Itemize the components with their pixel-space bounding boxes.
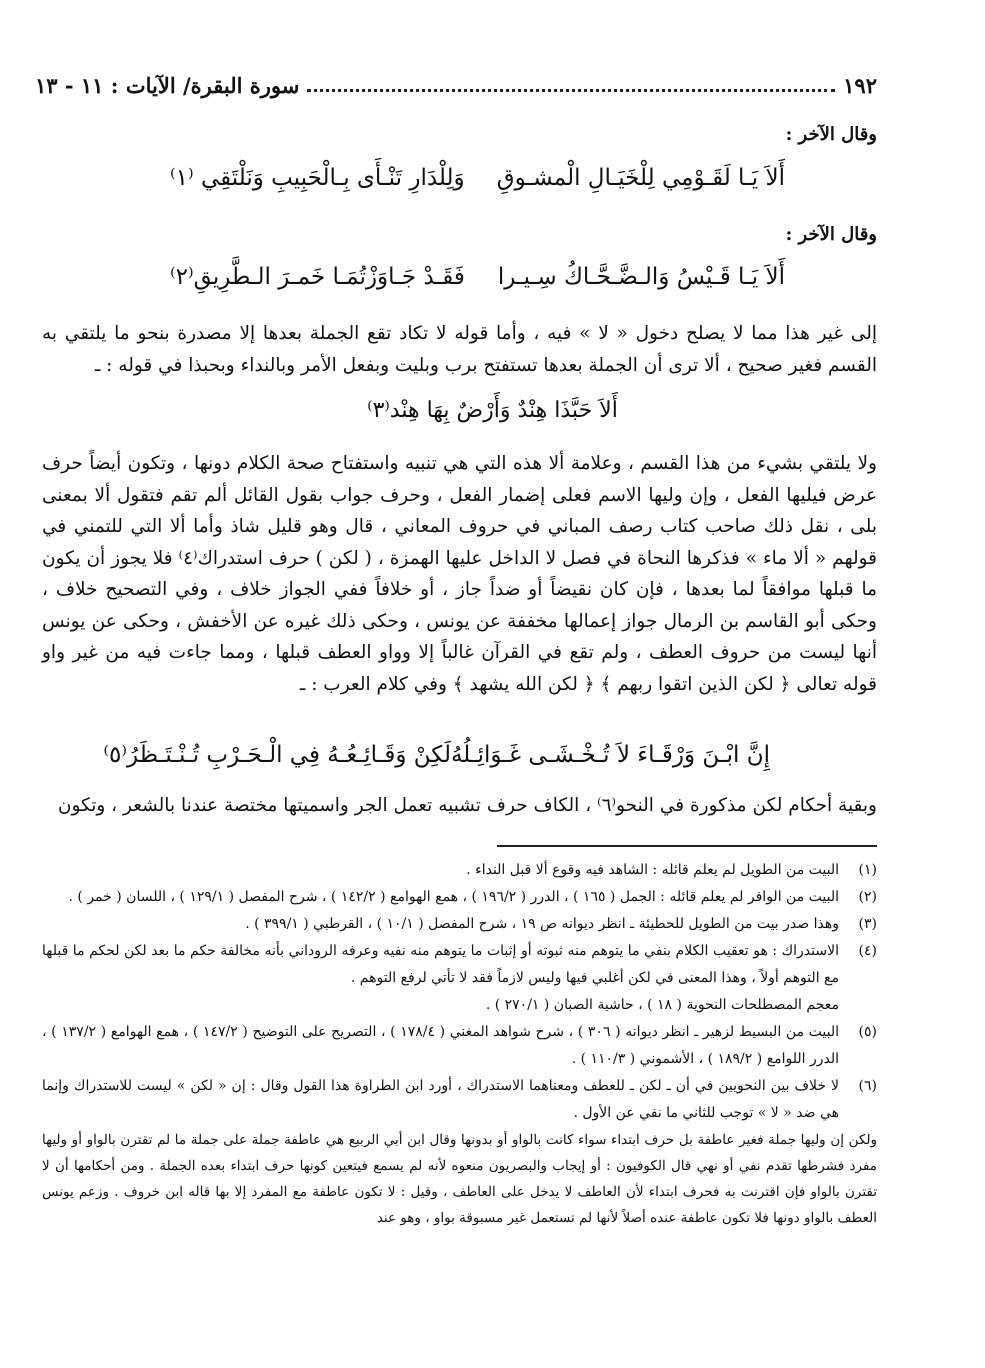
footnote-text: وهذا صدر بيت من الطويل للحطيئة ـ انظر ديوانه ص ١٩ ، شرح المفصل ( ١٠/١ ) ، القرطبي ( ٣٩٩/١ ) . bbox=[245, 916, 839, 932]
footnote-number: (٢) bbox=[858, 889, 877, 905]
footnote-4 bbox=[42, 938, 877, 992]
verse-4-first-hemistich: إِنَّ ابْـنَ وَرْقَـاءَ لاَ تُـخْـشَـى غَـوَائِـلُهُ bbox=[450, 742, 770, 768]
footnote-6-continuation: ولكن إن وليها جملة فغير عاطفة بل حرف ابتداء سواء كانت بالواو أو بدونها وقال ابن أبي الربيع هي عاطفة جملة على جملة ما لم تقترن بالواو أو وليها مفرد فشرطها تقدم نفي أو نهي قال الكوفيون : أو إيجاب والبصريون منعوه لأنه لم يسمع فيتعين كونها حرف ابتداء بعده الجملة . ومن أحكامها أن لا تقترن بالواو فإن اقترنت به فحرف ابتداء لأن العاطف لا يدخل على العاطف ، وقيل : لا تكون عاطفة مع المفرد إلا بها قاله ابن خروف . وزعم يونس العطف بالواو دونها فلا تكون عاطفة عنده أصلاً لأنها لم تستعمل غير مسبوقة بواو ، وهو عند bbox=[42, 1132, 877, 1226]
verse-2-second-hemistich: فَقَـدْ جَـاوَزْتُمَـا خَمـرَ الـطَّرِيقِ⁽٢⁾ bbox=[170, 264, 465, 290]
footnote-separator bbox=[497, 845, 877, 847]
footnote-text: لا خلاف بين النحويين في أن ـ لكن ـ للعطف ومعناهما الاستدراك ، أورد ابن الطراوة هذا القول وقال : إن « لكن » ليست للاستدراك وإنما هي ضد « لا » توجب للثاني ما نفي عن الأول . bbox=[42, 1078, 839, 1121]
quote-label-2: وقال الآخر : bbox=[785, 224, 877, 245]
verse-4-second-hemistich: لَكِنْ وَقَـائِـعُـهُ فِي الْـحَـرْبِ تُـنْـتَـظَرُ⁽٥⁾ bbox=[103, 742, 451, 768]
paragraph-3: وبقية أحكام لكن مذكورة في النحو⁽٦⁾ ، الكاف حرف تشبيه تعمل الجر واسميتها مختصة عندنا بالشعر ، وتكون bbox=[57, 795, 877, 816]
paragraph-2: ولا يلتقي بشيء من هذا القسم ، وعلامة ألا هذه التي هي تنبيه واستفتاح صحة الكلام دونها ، وتكون أيضاً حرف عرض فيليها الفعل ، وإن وليها الاسم فعلى إضمار الفعل ، وحرف جواب بقول القائل ألم تقم فتقول ألا بمعنى بلى ، نقل ذلك صاحب كتاب رصف المباني في حروف المعاني ، قال وهو قليل شاذ وأما ألا التي للتمني في قولهم « ألا ماء » فذكرها النحاة في فصل لا الداخل عليها الهمزة ، ( لكن ) حرف استدراك⁽٤⁾ فلا يجوز أن يكون ما قبلها موافقاً لما بعدها ، فإن كان نقيضاً أو ضداً جاز ، أو خلافاً ففي الجواز خلاف ، وفي التصحيح خلاف ، وحكى أبو القاسم بن الرمال جواز إعمالها مخففة عن يونس ، وحكى ذلك غيره عن الأخفش ، وحكى عن يونس أنها ليست من حروف العطف ، ولم تقع في القرآن غالباً إلا وواو العطف قبلها ، ومما جاءت فيه من غير واو قوله تعالى ﴿ لكن الذين اتقوا ربهم ﴾ ﴿ لكن الله يشهد ﴾ وفي كلام العرب : ـ bbox=[42, 453, 878, 695]
verse-3: أَلاَ حَبَّذَا هِنْدٌ وَأَرْضٌ بِهَا هِنْد⁽٣⁾ bbox=[367, 398, 618, 423]
footnote-text: البيت من الطويل لم يعلم قائله : الشاهد فيه وقوع ألا قبل النداء . bbox=[466, 862, 839, 878]
footnote-number: (٥) bbox=[858, 1024, 877, 1040]
page-header bbox=[35, 70, 877, 100]
footnote-6 bbox=[42, 1073, 877, 1127]
header-dot-leader bbox=[307, 79, 835, 92]
footnote-number: (١) bbox=[858, 862, 877, 878]
footnote-number: (٦) bbox=[858, 1078, 877, 1094]
quote-label-1: وقال الآخر : bbox=[785, 124, 877, 145]
verse-1 bbox=[170, 165, 785, 191]
footnote-4-continuation: معجم المصطلحات النحوية ( ١٨ ) ، حاشية الصبان ( ٢٧٠/١ ) . bbox=[485, 997, 839, 1013]
footnote-text: الاستدراك : هو تعقيب الكلام بنفي ما يتوهم منه ثبوته أو إثبات ما يتوهم منه نفيه وعرفه الروداني بأنه مخالفة حكم ما بعد لكن لحكم ما قبلها مع التوهم أولاً ، وهذا المعنى في لكن أغلبي فيها وليس لازماً فقد لا تأتي لرفع التوهم . bbox=[42, 943, 839, 986]
footnote-number: (٤) bbox=[858, 943, 877, 959]
paragraph-1: إلى غير هذا مما لا يصلح دخول « لا » فيه ، وأما قوله لا تكاد تقع الجملة بعدها إلا مصدرة بنحو ما يلتقي به القسم فغير صحيح ، ألا ترى أن الجملة بعدها تستفتح برب وبليت وبفعل الأمر وبالنداء وبحبذا في قوله : ـ bbox=[42, 323, 877, 376]
footnote-2 bbox=[42, 884, 877, 911]
footnote-1 bbox=[42, 857, 877, 884]
verse-4 bbox=[103, 742, 770, 768]
running-title: سورة البقرة/ الآيات : ١١ - ١٣ bbox=[35, 72, 300, 98]
verse-2 bbox=[170, 264, 785, 290]
verse-2-first-hemistich: أَلاَ يَـا قَـيْسُ وَالـضَّـحَّـاكُ سِـيـرا bbox=[497, 264, 785, 290]
verse-1-second-hemistich: وَلِلْدَارِ تَنْـأَى بِـالْحَبِيبِ وَنَلْتَقِي ⁽١⁾ bbox=[170, 165, 465, 191]
footnote-3 bbox=[42, 911, 877, 938]
verse-1-first-hemistich: أَلاَ يَـا لَقَـوْمِي لِلْخَيَـالِ الْمشـوقِ bbox=[496, 165, 785, 191]
footnotes bbox=[42, 857, 877, 1231]
footnote-5 bbox=[42, 1019, 877, 1073]
page-number: ١٩٢ bbox=[843, 72, 877, 98]
footnote-text: البيت من البسيط لزهير ـ انظر ديوانه ( ٣٠٦ ) ، شرح شواهد المغني ( ١٧٨/٤ ) ، التصريح على التوضيح ( ١٤٧/٢ ) ، همع الهوامع ( ١٣٧/٢ ) ، الدرر اللوامع ( ١٨٩/٢ ) ، الأشموني ( ١١٠/٣ ) . bbox=[42, 1024, 839, 1067]
footnote-text: البيت من الوافر لم يعلم قائله : الجمل ( ١٦٥ ) ، الدرر ( ١٩٦/٢ ) ، همع الهوامع ( ١٤٢/٢ ) ، شرح المفصل ( ١٢٩/١ ) ، اللسان ( خمر ) . bbox=[68, 889, 839, 905]
footnote-number: (٣) bbox=[858, 916, 877, 932]
